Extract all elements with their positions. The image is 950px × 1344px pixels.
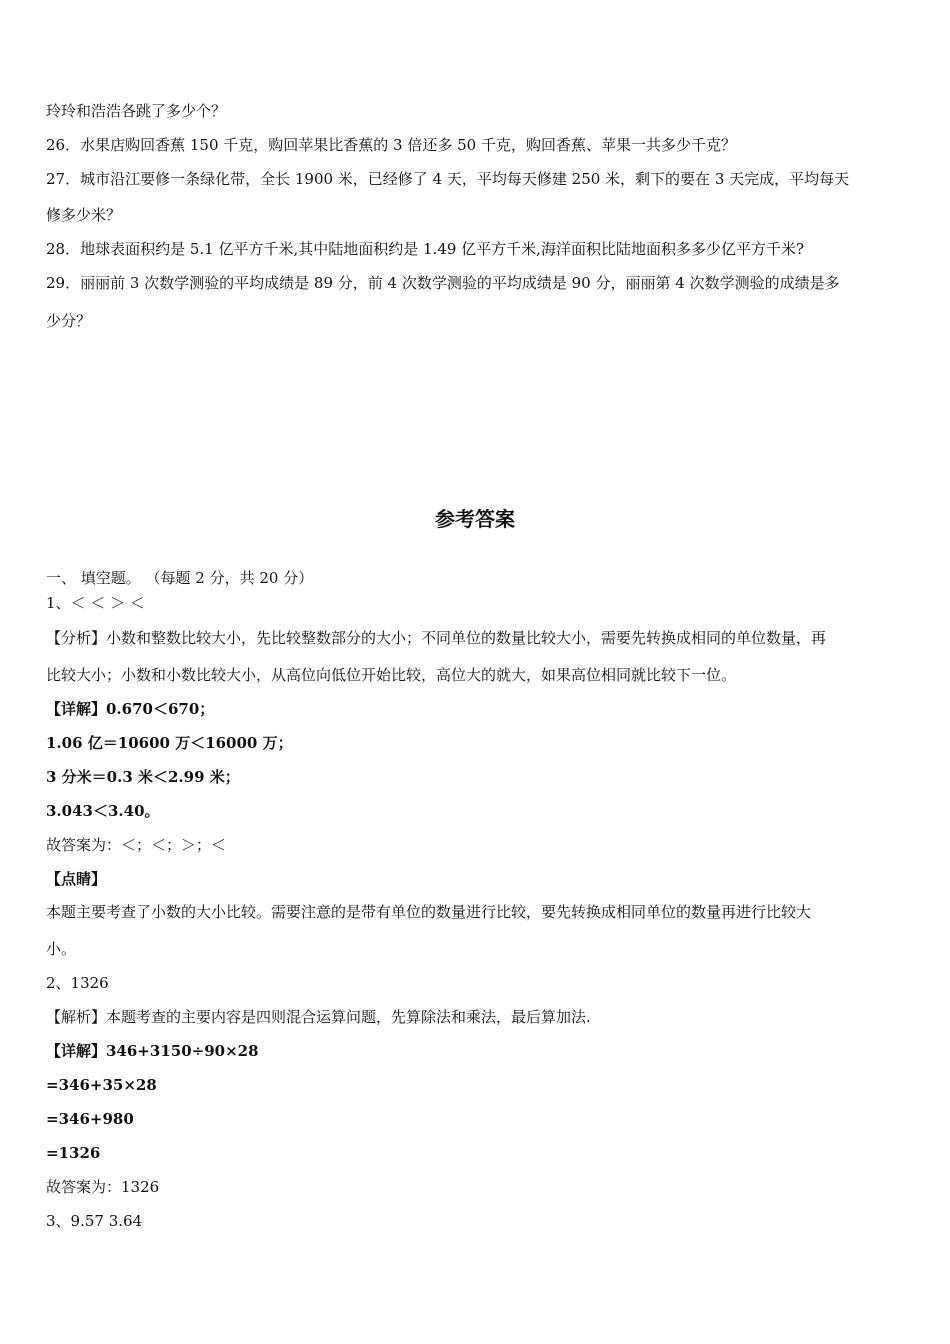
answer-1-analysis-line-1: 【分析】小数和整数比较大小，先比较整数部分的大小；不同单位的数量比较大小，需要先转换成相同的单位数量，再 bbox=[46, 629, 827, 647]
answer-1-comment-line-1: 本题主要考查了小数的大小比较。需要注意的是带有单位的数量进行比较，要先转换成相同单位的数量再进行比较大 bbox=[46, 903, 812, 921]
question-29-line-2: 少分？ bbox=[46, 312, 92, 330]
answer-1-comment-line-2: 小。 bbox=[46, 940, 77, 958]
answer-1-final: 故答案为：＜；＜；＞；＜ bbox=[46, 836, 227, 854]
section-heading: 一、 填空题。 （每题 2 分，共 20 分） bbox=[46, 569, 314, 587]
answer-1-comment-label: 【点睛】 bbox=[46, 870, 107, 888]
answer-1-detail-2: 1.06 亿＝10600 万＜16000 万； bbox=[46, 734, 293, 752]
answer-2-detail-1: 【详解】346+3150÷90×28 bbox=[46, 1042, 259, 1060]
answer-2-analysis: 【解析】本题考查的主要内容是四则混合运算问题，先算除法和乘法，最后算加法. bbox=[46, 1008, 591, 1026]
answers-title: 参考答案 bbox=[435, 507, 515, 531]
answer-2-detail-2: =346+35×28 bbox=[46, 1076, 157, 1094]
answer-2-detail-3: =346+980 bbox=[46, 1110, 134, 1128]
answer-1-detail-4: 3.043＜3.40。 bbox=[46, 802, 160, 820]
answer-1-detail-1: 【详解】0.670＜670； bbox=[46, 700, 215, 718]
question-29-line-1: 29．丽丽前 3 次数学测验的平均成绩是 89 分，前 4 次数学测验的平均成绩是 90 分，丽丽第 4 次数学测验的成绩是多 bbox=[46, 274, 840, 292]
question-26: 26．水果店购回香蕉 150 千克，购回苹果比香蕉的 3 倍还多 50 千克，购回香蕉、苹果一共多少千克？ bbox=[46, 136, 736, 154]
answer-1-analysis-line-2: 比较大小；小数和小数比较大小，从高位向低位开始比较，高位大的就大，如果高位相同就比较下一位。 bbox=[46, 666, 737, 684]
answer-2-detail-4: =1326 bbox=[46, 1144, 101, 1162]
question-28: 28．地球表面积约是 5.1 亿平方千米,其中陆地面积约是 1.49 亿平方千米,海洋面积比陆地面积多多少亿平方千米? bbox=[46, 240, 804, 258]
question-27-line-2: 修多少米？ bbox=[46, 206, 122, 224]
answer-2-final: 故答案为：1326 bbox=[46, 1178, 160, 1196]
answer-1: 1、＜ ＜ ＞ ＜ bbox=[46, 594, 145, 612]
question-25-tail: 玲玲和浩浩各跳了多少个？ bbox=[46, 102, 227, 120]
answer-3: 3、9.57 3.64 bbox=[46, 1212, 143, 1230]
answer-2: 2、1326 bbox=[46, 974, 109, 992]
answer-1-detail-3: 3 分米＝0.3 米＜2.99 米； bbox=[46, 768, 240, 786]
question-27-line-1: 27．城市沿江要修一条绿化带，全长 1900 米，已经修了 4 天，平均每天修建 250 米，剩下的要在 3 天完成，平均每天 bbox=[46, 170, 850, 188]
